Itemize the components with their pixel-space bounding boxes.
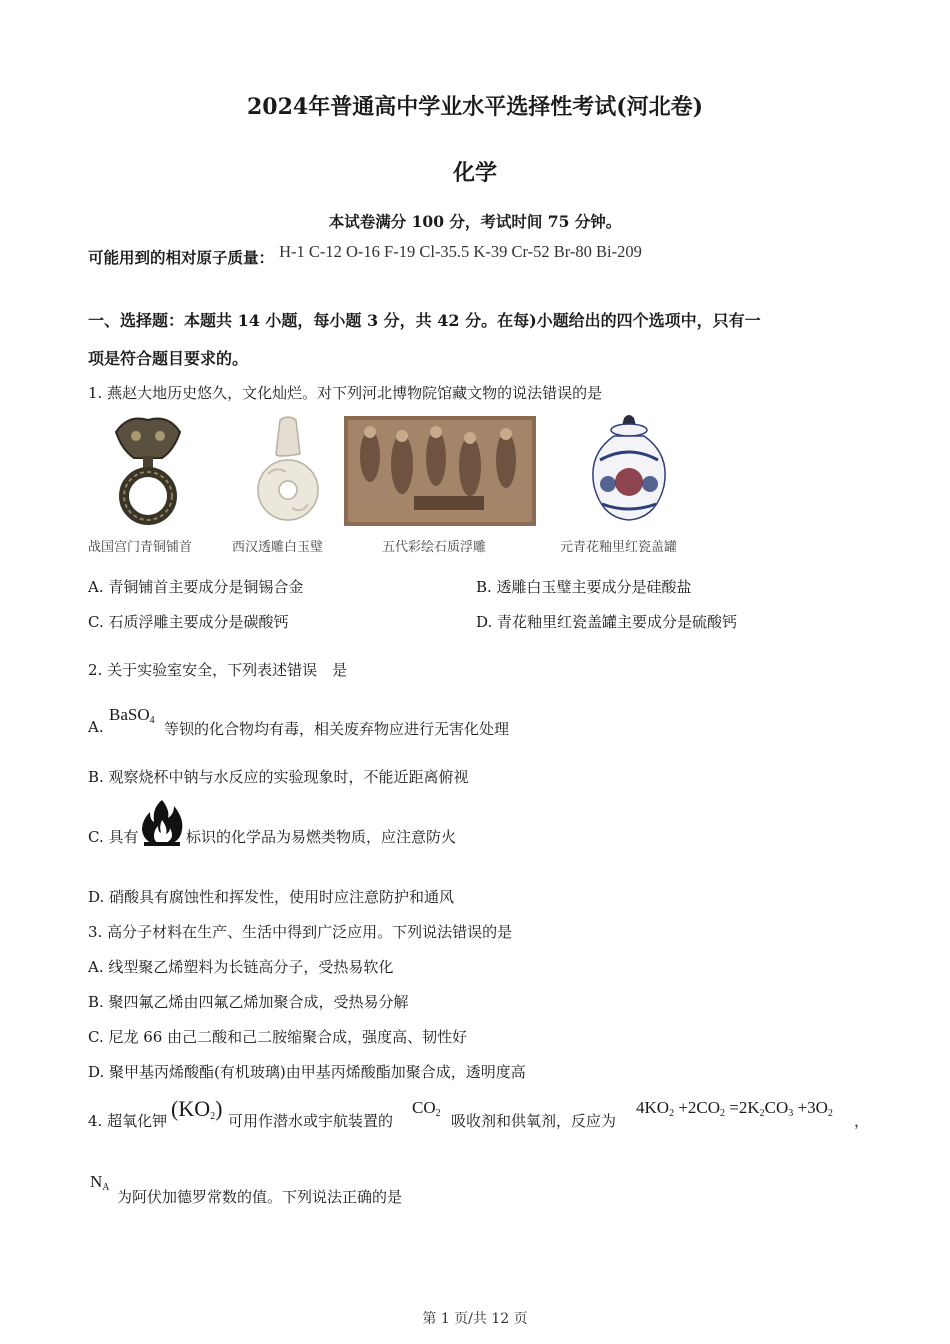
q1-option-b: B. 透雕白玉璧主要成分是硅酸盐: [476, 578, 692, 596]
q3-option-c: C. 尼龙 66 由己二酸和己二胺缩聚合成，强度高、韧性好: [88, 1028, 468, 1046]
q3-option-a: A. 线型聚乙烯塑料为长链高分子，受热易软化: [88, 958, 394, 976]
atomic-mass-line: [88, 242, 642, 268]
q2-option-c-text: 标识的化学品为易燃类物质，应注意防火: [186, 828, 457, 846]
q4-reaction-equation: $4KO_2 +2CO_2 =2K_2CO_3 +3O_2$: [636, 1098, 833, 1119]
q2-stem: 2. 关于实验室安全，下列表述错误 是: [88, 661, 348, 679]
section-heading-line2: 项是符合题目要求的。: [88, 349, 249, 368]
q3-stem: 3. 高分子材料在生产、生活中得到广泛应用。下列说法错误的是: [88, 923, 513, 941]
q1-option-c: C. 石质浮雕主要成分是碳酸钙: [88, 613, 289, 631]
q4-mid-text: 可用作潜水或宇航装置的: [228, 1112, 394, 1130]
q2-baso4-formula: [109, 705, 155, 726]
q4-co2-formula: $CO_2$: [412, 1098, 441, 1119]
subject-title: 化学: [452, 160, 497, 186]
q3-option-d: D. 聚甲基丙烯酸酯(有机玻璃)由甲基丙烯酸酯加聚合成，透明度高: [88, 1063, 526, 1081]
q2-option-d: D. 硝酸具有腐蚀性和挥发性，使用时应注意防护和通风: [88, 888, 455, 906]
q2-option-a-prefix: A.: [88, 718, 104, 736]
caption-porcelain-jar: 元青花釉里红瓷盖罐: [560, 540, 678, 555]
stone-relief-image: [344, 416, 536, 526]
q4-comma: ，: [854, 1112, 870, 1130]
q1-option-d: D. 青花釉里红瓷盖罐主要成分是硫酸钙: [476, 613, 738, 631]
page-title: 2024年普通高中学业水平选择性考试(河北卷): [246, 94, 704, 120]
q1-option-a: A. 青铜铺首主要成分是铜锡合金: [88, 578, 304, 596]
q4-tail-text: 吸收剂和供氧剂，反应为: [451, 1112, 617, 1130]
q2-option-b: B. 观察烧杯中钠与水反应的实验现象时，不能近距离俯视: [88, 768, 469, 786]
caption-stone-relief: 五代彩绘石质浮雕: [382, 540, 487, 555]
q4-na-symbol: $N_A$: [90, 1172, 110, 1193]
q4-prefix: 4. 超氧化钾: [88, 1112, 168, 1130]
q2-option-c-prefix: C. 具有: [88, 828, 139, 846]
baso4-text: BaSO: [109, 705, 150, 724]
caption-jade-disc: 西汉透雕白玉璧: [232, 540, 324, 555]
section-heading-line1: 一、选择题：本题共 14 小题，每小题 3 分，共 42 分。在每)小题给出的四个选项中，只有一: [88, 311, 761, 330]
atomic-mass-label: 可能用到的相对原子质量：: [88, 248, 275, 267]
caption-bronze-knocker: 战国宫门青铜铺首: [88, 540, 193, 555]
bronze-knocker-image: [108, 414, 188, 526]
q3-option-b: B. 聚四氟乙烯由四氟乙烯加聚合成，受热易分解: [88, 993, 409, 1011]
atomic-mass-values: H-1 C-12 O-16 F-19 Cl-35.5 K-39 Cr-52 Br-80 Bi-209: [279, 242, 642, 261]
page-footer: 第 1 页/共 12 页: [422, 1311, 528, 1327]
q2-option-a-text: 等钡的化合物均有毒，相关废弃物应进行无害化处理: [164, 720, 510, 738]
q4-line2-text: 为阿伏加德罗常数的值。下列说法正确的是: [117, 1188, 403, 1206]
q1-stem: 1. 燕赵大地历史悠久，文化灿烂。对下列河北博物院馆藏文物的说法错误的是: [88, 384, 603, 402]
porcelain-jar-image: [584, 414, 674, 526]
q4-ko2-formula: $(KO_2)$: [171, 1096, 223, 1122]
exam-note: 本试卷满分 100 分，考试时间 75 分钟。: [328, 212, 622, 231]
jade-disc-image: [246, 414, 330, 526]
flammable-icon: [140, 798, 184, 848]
baso4-subscript: 4: [149, 715, 155, 726]
